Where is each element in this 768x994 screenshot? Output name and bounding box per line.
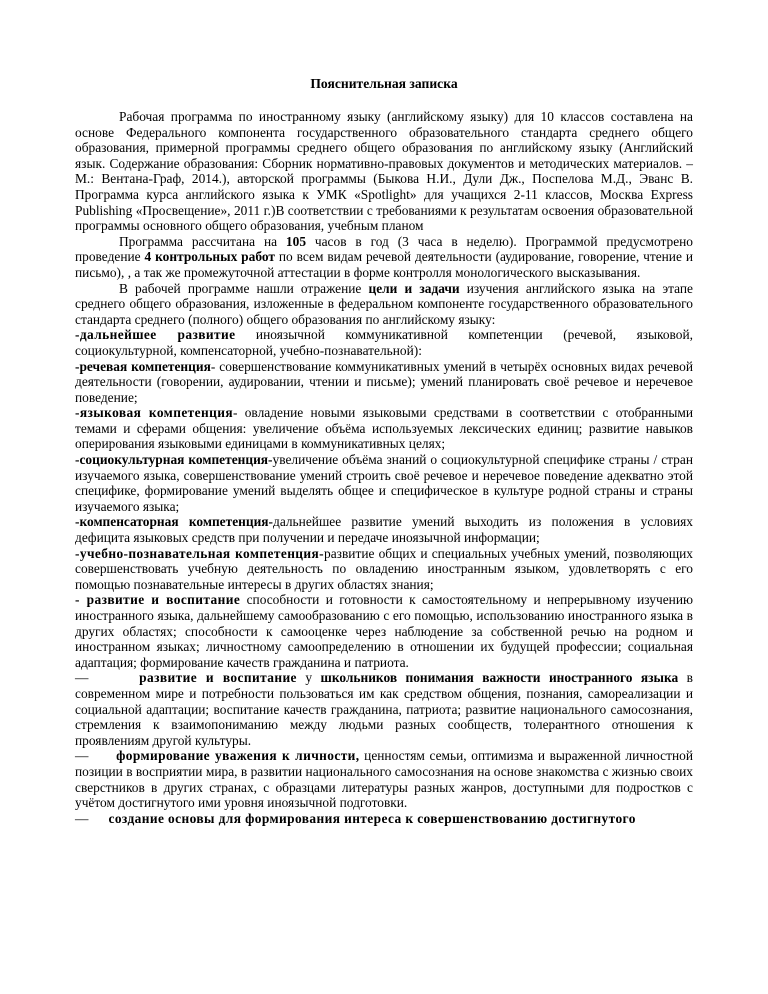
list-item-text: дальнейшее развитие умений выходить из положения в условиях дефицита языковых средств при получении и передаче иноязычной информации; [75, 514, 693, 546]
goals-paragraph [75, 281, 693, 328]
dash-item-mid: у [296, 670, 321, 686]
dash-item-heading: формирование уважения к личности, [116, 748, 360, 764]
list-item-text: развитие общих и специальных учебных умений, позволяющих совершенствовать учебную деятельность по овладению иностранным языком, удовлетворять с его помощью познавательные интересы в других областях знания; [75, 545, 693, 592]
dash-item-heading: создание основы для формирования интереса к совершенствованию достигнутого [108, 810, 636, 826]
list-item-heading: -компенсаторная компетенция- [75, 514, 273, 530]
dash-item-text: ценностям семьи, оптимизма и выраженной личностной позиции в восприятии мира, в развитии национального самосознания на основе знакомства с жизнью своих сверстников в других странах, с образцами литературы разных жанров, доступными для подростков с учётом достигнутого ими уровня иноязычной подготовки. [75, 748, 693, 811]
list-item-heading: -речевая компетенция [75, 358, 211, 374]
list-item [75, 327, 693, 358]
list-item-text: - совершенствование коммуникативных умений в четырёх основных видах речевой деятельности (говорении, аудировании, чтении и письме); умений планировать своё речевое и неречевое поведение; [75, 358, 694, 405]
dash-item-heading: развитие и воспитание [139, 670, 297, 686]
list-item-heading: -социокультурная компетенция- [75, 452, 273, 468]
list-item-text: увеличение объёма знаний о социокультурной специфике страны / стран изучаемого языка, совершенствование умений строить своё речевое и неречевое поведение адекватно этой специфике, формирование умений выделять общее и специфическое в культуре родной страны и страны изучаемого языка; [75, 452, 693, 514]
goals-bold: цели и задачи [368, 280, 460, 296]
intro-paragraph: Рабочая программа по иностранному языку (английскому языку) для 10 классов составлена на основе Федерального компонента государственного образовательного стандарта среднего общего образования, примерной программы среднего общего образования по английскому языку (Английский язык. Содержание образования: Сборник нормативно-правовых документов и методических материалов. – М.: Вентана-Граф, 2014.), авторской программы (Быкова Н.И., Дули Дж., Поспелова М.Д., Эванс В. Программа курса английского языка к УМК «Spotlight» для учащихся 2-11 классов, Москва Express Publishing «Просвещение», 2011 г.)В соответствии с требованиями к результатам освоения образовательной программы основного общего образования, учебным планом [75, 109, 693, 234]
hours-pre-text: Программа рассчитана на [119, 233, 286, 249]
list-item-text: способности и готовности к самостоятельному и непрерывному изучению иностранного языка, дальнейшему самообразованию с его помощью, использованию иностранного языка в других областях; способности к самооценке через наблюдение за собственной речью на родном и иностранном языках; личностному самоопределению в отношении их будущей профессии; социальная адаптация; формирование качеств гражданина и патриота. [75, 592, 693, 670]
hours-post-text: по всем видам речевой деятельности (аудирование, говорение, чтение и письмо), , а так же промежуточной аттестации в форме контролля монологического высказывания. [75, 249, 693, 280]
page-title: Пояснительная записка [310, 76, 458, 91]
hours-count: 105 [285, 233, 307, 249]
dash-marker: — [75, 810, 89, 826]
tests-count: 4 контрольных работ [144, 249, 275, 265]
hours-mid-text: часов в год (3 часа в неделю). Программой предусмотрено проведение [75, 233, 693, 265]
list-item-heading: -языковая компетенция [75, 405, 233, 421]
goals-post-text: изучения английского языка на этапе среднего общего образования, изложенные в федеральном компоненте государственного образовательного стандарта среднего (полного) общего образования по английскому языку: [75, 280, 693, 327]
goals-pre-text: В рабочей программе нашли отражение [119, 280, 369, 296]
list-item [75, 452, 693, 514]
list-item-text: иноязычной коммуникативной компетенции (речевой, языковой, социокультурной, компенсаторной, учебно-познавательной): [75, 327, 693, 358]
list-item [75, 359, 693, 406]
dash-item [75, 670, 693, 748]
dash-item [75, 811, 693, 827]
list-item [75, 546, 693, 593]
list-item [75, 592, 693, 670]
document-page [75, 76, 693, 826]
list-item-text: - овладение новыми языковыми средствами в соответствии с отобранными темами и сферами общения: увеличение объёма используемых лексических единиц; развитие навыков оперирования языковыми единицами в коммуникативных целях; [75, 405, 694, 452]
list-item [75, 405, 693, 452]
hours-paragraph [75, 234, 693, 281]
dash-item-text: в современном мире и потребности пользоваться им как средством общения, познания, самореализации и социальной адаптации; воспитание качеств гражданина, патриота; развитие национального самосознания, стремления к взаимопониманию между людьми разных сообществ, толерантного отношения к проявлениям другой культуры. [75, 670, 693, 748]
dash-marker: — [75, 748, 89, 764]
dash-item-heading-2: школьников понимания важности иностранного языка [320, 670, 679, 686]
dash-marker: — [75, 670, 89, 686]
dash-item [75, 748, 693, 810]
list-item-heading: - развитие и воспитание [75, 592, 241, 608]
list-item [75, 514, 693, 545]
list-item-heading: -учебно-познавательная компетенция- [75, 545, 325, 561]
list-item-heading: -дальнейшее развитие [75, 327, 236, 343]
